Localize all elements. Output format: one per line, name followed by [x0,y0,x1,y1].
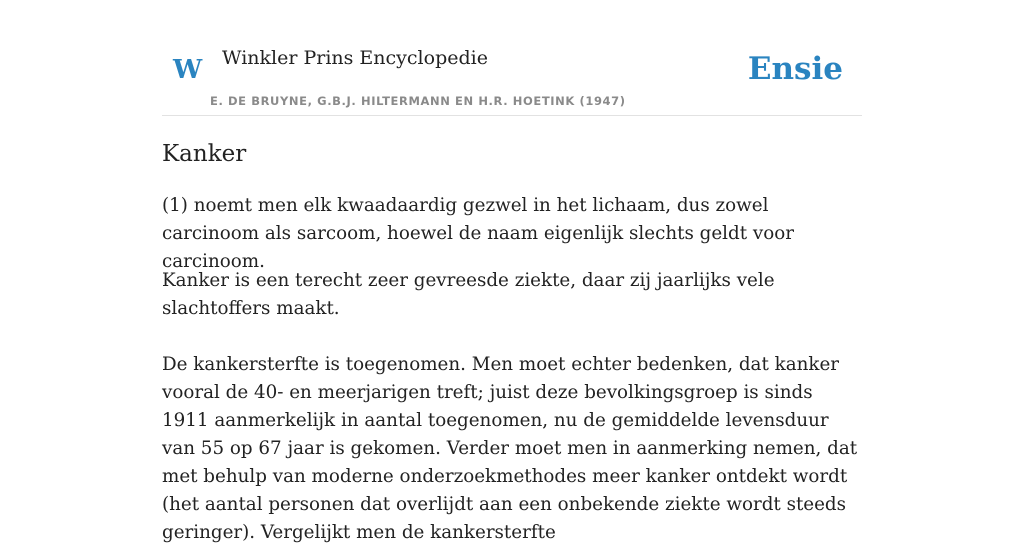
page-container [162,0,862,543]
article-title: Kanker [162,141,247,167]
site-header [162,0,862,116]
article-paragraph: De kankersterfte is toegenomen. Men moet echter bedenken, dat kanker vooral de 40- en meerjarigen treft; juist deze bevolkingsgroep is sinds 1911 aanmerkelijk in aantal toegenomen, nu de gemiddelde levensduur van 55 op 67 jaar is gekomen. Verder moet men in aanmerking nemen, dat met behulp van moderne onderzoekmethodes meer kanker ontdekt wordt (het aantal personen dat overlijdt aan een onbekende ziekte wordt steeds geringer). Vergelijkt men de kankersterfte [162,354,858,543]
winkler-prins-logo[interactable]: W [173,55,203,85]
article-paragraph: (1) noemt men elk kwaadaardig gezwel in het lichaam, dus zowel carcinoom als sarcoom, hoewel de naam eigenlijk slechts geldt voor carcinoom. [162,195,794,272]
article-paragraph: Kanker is een terecht zeer gevreesde ziekte, daar zij jaarlijks vele slachtoffers maakt. [162,270,775,319]
ensie-brand-logo[interactable]: Ensie [747,51,843,87]
site-title: Winkler Prins Encyclopedie [222,47,488,69]
authors-line: E. DE BRUYNE, G.B.J. HILTERMANN EN H.R. HOETINK (1947) [210,94,626,108]
